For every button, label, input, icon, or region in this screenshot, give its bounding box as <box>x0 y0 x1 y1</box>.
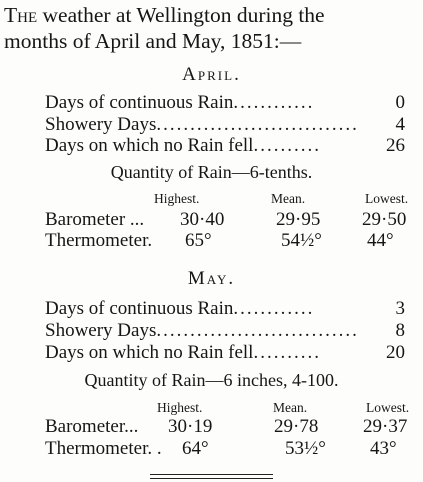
closing-rule-top <box>150 474 273 475</box>
may-barometer-mean: 29·78 <box>274 416 319 437</box>
row-label: Days of continuous Rain <box>45 92 234 113</box>
april-barometer-mean: 29·95 <box>276 209 321 230</box>
intro-line-2: months of April and May, 1851:— <box>4 29 302 53</box>
april-row-no-rain <box>45 135 405 157</box>
april-barometer-lowest: 29·50 <box>362 209 407 230</box>
may-barometer-highest: 30·19 <box>168 416 213 437</box>
leader-dots: .......... <box>253 342 321 363</box>
leader-dots: ............ <box>233 298 315 319</box>
leader-dots: ............ <box>233 92 315 113</box>
may-row-no-rain <box>45 342 405 364</box>
row-value: 4 <box>395 114 405 135</box>
closing-rule-bottom <box>150 478 273 479</box>
leader-dots: .............................. <box>156 114 359 135</box>
may-thermometer-label: Thermometer. . <box>45 438 162 459</box>
row-value: 26 <box>386 135 405 156</box>
april-heading: April. <box>182 64 241 85</box>
april-quantity-of-rain: Quantity of Rain—6-tenths. <box>110 162 313 182</box>
row-value: 3 <box>395 298 405 319</box>
april-col-lowest: Lowest. <box>365 191 409 206</box>
row-label: Days of continuous Rain <box>45 298 234 319</box>
april-thermometer-lowest: 44° <box>367 230 394 251</box>
row-label: Days on which no Rain fell <box>45 342 254 363</box>
may-row-showery-days <box>45 320 405 342</box>
row-label: Showery Days <box>45 320 157 341</box>
leader-dots: .............................. <box>156 320 359 341</box>
april-barometer-highest: 30·40 <box>180 209 225 230</box>
may-col-highest: Highest. <box>157 400 203 415</box>
april-col-mean: Mean. <box>271 191 306 206</box>
intro-line-1 <box>4 5 325 27</box>
april-col-highest: Highest. <box>154 191 200 206</box>
may-barometer-lowest: 29·37 <box>363 416 408 437</box>
april-thermometer-label: Thermometer. <box>45 230 153 251</box>
may-quantity-of-rain: Quantity of Rain—6 inches, 4-100. <box>84 370 339 390</box>
may-col-mean: Mean. <box>273 400 308 415</box>
row-label: Days on which no Rain fell <box>45 135 254 156</box>
row-value: 8 <box>395 320 405 341</box>
may-thermometer-highest: 64° <box>182 438 209 459</box>
may-row-continuous-rain <box>45 298 405 320</box>
row-label: Showery Days <box>45 114 157 135</box>
april-row-continuous-rain <box>45 92 405 114</box>
april-thermometer-highest: 65° <box>185 230 212 251</box>
row-value: 0 <box>395 92 405 113</box>
may-col-lowest: Lowest. <box>366 400 410 415</box>
row-value: 20 <box>386 342 405 363</box>
may-thermometer-lowest: 43° <box>370 438 397 459</box>
april-barometer-label: Barometer ... <box>45 209 145 230</box>
april-thermometer-mean: 54½° <box>281 230 322 251</box>
april-row-showery-days <box>45 114 405 136</box>
may-barometer-label: Barometer... <box>45 416 139 437</box>
intro-first-word: The <box>4 3 38 27</box>
may-heading: May. <box>187 268 236 289</box>
may-thermometer-mean: 53½° <box>285 438 326 459</box>
leader-dots: .......... <box>253 135 321 156</box>
intro-line-1-text: weather at Wellington during the <box>42 3 325 27</box>
